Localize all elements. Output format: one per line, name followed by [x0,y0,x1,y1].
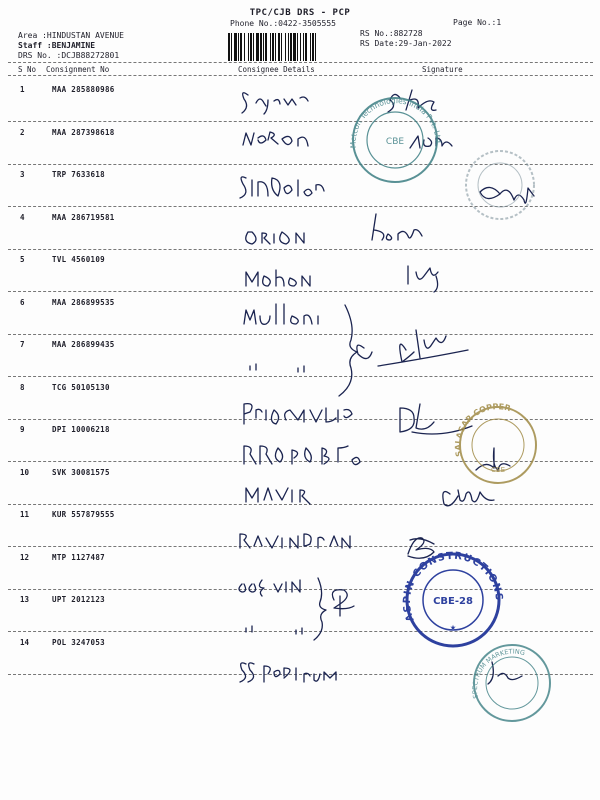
row-consignment: DPI 10006218 [52,425,110,434]
row-sno: 5 [20,255,25,264]
row-divider [8,249,593,250]
row-divider [8,631,593,632]
area-field: Area :HINDUSTAN AVENUE [18,31,124,40]
signature-row-9 [476,448,510,470]
handwriting-row-13 [246,626,302,634]
handwriting-row-2 [243,132,308,146]
row-consignment: UPT 2012123 [52,595,105,604]
stamp-spectrum-ring: SPECTRUM MARKETING [470,647,526,700]
row-sno: 4 [20,212,25,222]
stamp-spectrum-top [466,151,534,219]
row-divider [8,461,593,462]
signature-row-6-7 [357,330,468,366]
handwriting-row-3 [240,177,324,198]
row-sno: 10 [20,467,30,477]
row-consignment: MAA 286899535 [52,297,115,307]
row-sno: 7 [20,340,25,349]
stamp-salasar [454,402,536,483]
row-consignment: MAA 286719581 [52,212,115,222]
row-sno: 2 [20,127,25,137]
signature-row-12-13 [332,590,354,616]
row-sno: 3 [20,170,25,179]
stamp-salasar-ring: SALASAR COPPER [453,402,512,458]
phone-number: Phone No.:0422-3505555 [230,19,336,28]
row-sno: 9 [20,425,25,434]
row-divider [8,164,593,165]
svg-text:★: ★ [449,622,457,633]
handwriting-row-6 [244,304,318,324]
drs-number: DRS No. :DCJB88272801 [18,51,120,60]
column-sno: S No [18,65,37,74]
row-divider [8,334,593,335]
row-sno: 11 [20,510,30,519]
row-consignment: TVL 4560109 [52,255,105,264]
handwriting-row-10 [246,488,310,504]
row-divider [8,291,593,292]
header-divider-bottom [8,75,593,76]
row-sno: 12 [20,552,30,562]
row-consignment: MAA 285880986 [52,85,115,94]
row-consignment: POL 3247053 [52,637,105,647]
row-consignment: TRP 7633618 [52,170,105,179]
signature-row-4 [372,214,422,240]
barcode [228,33,356,61]
row-divider [8,504,593,505]
handwriting-row-7 [250,364,304,372]
row-consignment: TCG 50105130 [52,382,110,392]
row-consignment: KUR 557879555 [52,510,115,519]
svg-text:SALASAR COPPER [454,402,512,457]
row-divider [8,674,593,675]
row-divider [8,121,593,122]
column-signature: Signature [422,65,463,74]
stamp-metcon-ring: Metcon Technologies India Pvt. Ltd. [348,96,443,149]
handwriting-row-14 [240,663,336,682]
signature-row-2 [410,136,452,148]
rs-number: RS No.:882728 [360,29,423,38]
row-consignment: MAA 286899435 [52,340,115,349]
stamp-salasar-center: CBE [490,466,506,474]
stamp-aspin-center: CBE-28 [433,596,473,607]
stamp-metcon [349,96,443,182]
row-consignment: SVK 30081575 [52,467,110,477]
signature-row-1 [388,90,436,112]
page-number: Page No.:1 [453,18,502,27]
handwriting-row-8 [244,404,352,424]
rs-date: RS Date:29-Jan-2022 [360,39,452,48]
signature-row-11 [408,538,434,558]
handwriting-row-4 [246,232,304,244]
stamp-spectrum [471,645,550,721]
row-divider [8,546,593,547]
row-sno: 8 [20,382,25,392]
handwriting-row-5 [246,270,310,286]
svg-text:Metcon Technologies India Pvt. [349,96,443,148]
handwriting-row-1 [242,93,308,114]
row-sno: 1 [20,85,25,94]
row-divider [8,376,593,377]
row-consignment: MTP 1127487 [52,552,105,562]
row-divider [8,206,593,207]
row-divider [8,589,593,590]
column-consignment: Consignment No [46,65,110,74]
column-consignee: Consignee Details [238,65,315,74]
document-title: TPC/CJB DRS - PCP [249,8,351,18]
row-sno: 14 [20,637,30,647]
bracket-mark [339,305,357,396]
stamp-aspin-ring: ASPIN CONSTRUCTIONS [401,550,505,623]
staff-field: Staff :BENJAMINE [18,41,96,50]
signature-row-5 [408,266,438,292]
signature-row-3 [480,187,534,203]
row-sno: 13 [20,595,30,604]
row-consignment: MAA 287398618 [52,127,115,137]
header-divider-top [8,62,593,63]
stamp-metcon-center: CBE [385,137,405,147]
row-sno: 6 [20,297,25,307]
row-divider [8,419,593,420]
svg-text:ASPIN CONSTRUCTIONS [402,551,504,623]
